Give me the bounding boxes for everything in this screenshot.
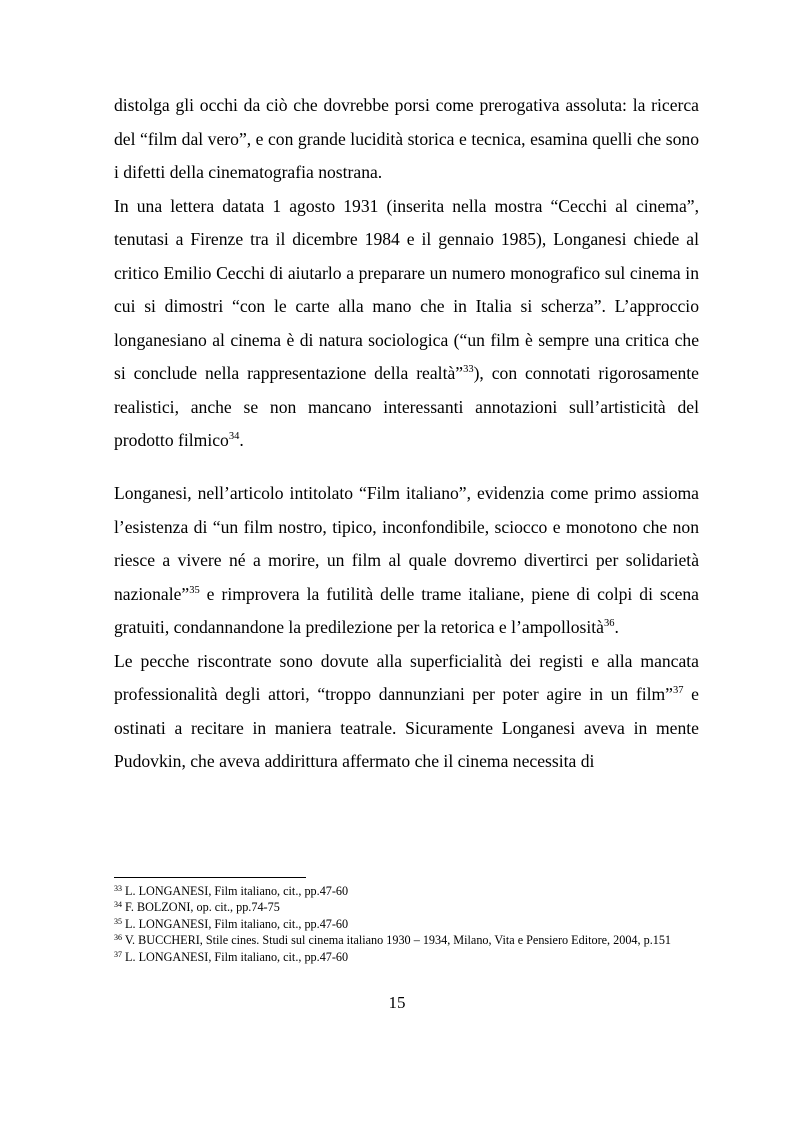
body-text-section-1	[114, 89, 699, 458]
footnote-text: L. LONGANESI, Film italiano, cit., pp.47-60	[125, 949, 349, 964]
footnotes-section	[114, 883, 699, 965]
footnote	[114, 883, 699, 899]
paragraph-3-text: Longanesi, nell’articolo intitolato “Film italiano”, evidenzia come primo assioma l’esistenza di “un film nostro, tipico, inconfondibile, sciocco e monotono che non riesce a vivere né a morire, un film al quale dovremo divertirci per solidarietà nazionale”	[114, 483, 699, 604]
footnote-number: 33	[114, 884, 122, 893]
footnote-text: V. BUCCHERI, Stile cines. Studi sul cinema italiano 1930 – 1934, Milano, Vita e Pensiero Editore, 2004, p.151	[124, 933, 672, 948]
footnote	[114, 932, 699, 948]
paragraph-2	[114, 190, 699, 458]
footnote-ref-37[interactable]: 37	[673, 685, 684, 696]
footnote-text: L. LONGANESI, Film italiano, cit., pp.47-60	[125, 884, 349, 898]
footnote	[114, 916, 699, 932]
footnote-number: 36	[114, 933, 122, 943]
paragraph-4-text: Le pecche riscontrate sono dovute alla superficialità dei registi e alla mancata professionalità degli attori, “troppo dannunziani per poter agire in un film”	[114, 650, 699, 704]
paragraph-4	[114, 645, 699, 779]
paragraph-2-end: .	[239, 430, 244, 450]
paragraph-1: distolga gli occhi da ciò che dovrebbe porsi come prerogativa assoluta: la ricerca del “film dal vero”, e con grande lucidità storica e tecnica, esamina quelli che sono i difetti della cinematografia nostrana.	[114, 95, 699, 182]
footnote-separator	[114, 877, 306, 878]
footnote-number: 35	[114, 916, 122, 926]
paragraph-4-text-cont: e ostinati a recitare in maniera teatrale. Sicuramente Longanesi aveva in mente Pudovkin, che aveva addirittura affermato che il cinema necessita di	[114, 684, 699, 771]
body-text-section-2	[114, 477, 699, 779]
footnote-ref-34[interactable]: 34	[228, 431, 240, 442]
paragraph-3-text-cont: e rimprovera la futilità delle trame italiane, piene di colpi di scena gratuiti, condannandone la predilezione per la retorica e l’ampollosità	[114, 583, 699, 637]
footnote	[114, 899, 699, 915]
footnote	[114, 949, 699, 965]
footnote-text: F. BOLZONI, op. cit., pp.74-75	[125, 900, 280, 915]
footnote-ref-33[interactable]: 33	[463, 364, 474, 375]
footnote-ref-35[interactable]: 35	[189, 584, 200, 596]
paragraph-3-end: .	[614, 617, 619, 637]
paragraph-2-text: In una lettera datata 1 agosto 1931 (inserita nella mostra “Cecchi al cinema”, tenutasi a Firenze tra il dicembre 1984 e il gennaio 1985), Longanesi chiede al critico Emilio Cecchi di aiutarlo a preparare un numero monografico sul cinema in cui si dimostri “con le carte alla mano che in Italia si scherza”. L’approccio longanesiano al cinema è di natura sociologica (“un film è sempre una critica che si conclude nella rappresentazione della realtà”	[114, 195, 699, 383]
footnote-text: L. LONGANESI, Film italiano, cit., pp.47-60	[125, 916, 349, 931]
footnote-ref-36[interactable]: 36	[603, 618, 615, 629]
paragraph-3	[114, 477, 699, 645]
page-number: 15	[388, 993, 406, 1012]
footnote-number: 34	[114, 900, 122, 910]
paragraph-2-text-cont: ), con connotati rigorosamente realistici, anche se non mancano interessanti annotazioni sull’artisticità del prodotto filmico	[114, 363, 699, 450]
footnote-number: 37	[114, 949, 122, 959]
